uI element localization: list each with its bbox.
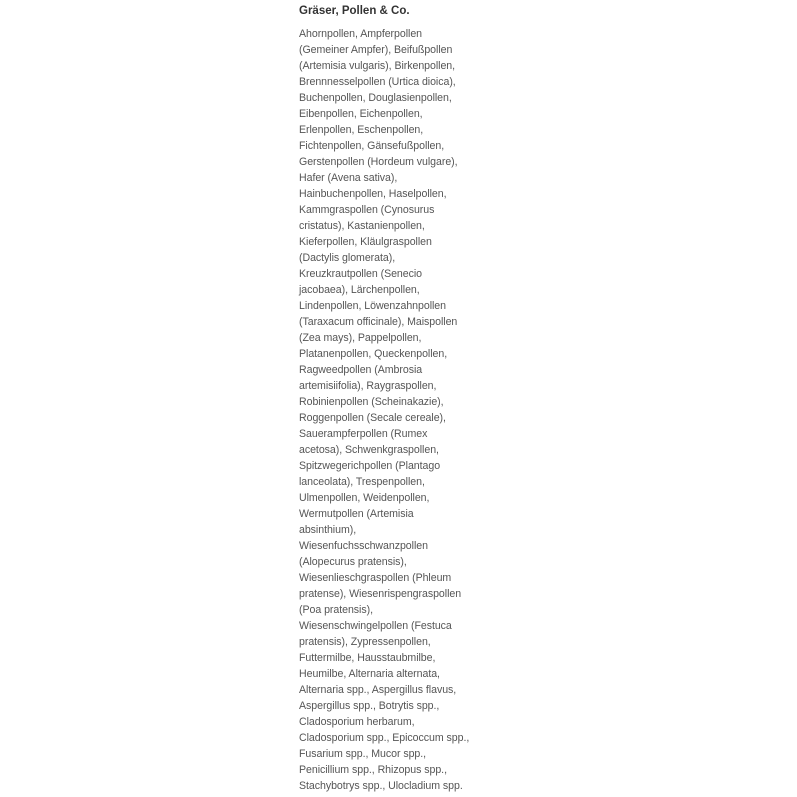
allergen-list-line: Ragweedpollen (Ambrosia (299, 364, 423, 376)
allergen-list-line: Robinienpollen (Scheinakazie), (299, 396, 444, 408)
allergen-list-line: Alternaria spp., Aspergillus flavus, (299, 684, 457, 696)
allergen-list-line: (Gemeiner Ampfer), Beifußpollen (299, 44, 453, 56)
allergen-list-line: lanceolata), Trespenpollen, (299, 476, 425, 488)
allergen-list-line: Kreuzkrautpollen (Senecio (299, 268, 423, 280)
allergen-list-line: Lindenpollen, Löwenzahnpollen (299, 300, 446, 312)
allergen-list-line: Futtermilbe, Hausstaubmilbe, (299, 652, 436, 664)
allergen-list-line: Cladosporium herbarum, (299, 716, 415, 728)
allergen-list-line: Kammgraspollen (Cynosurus (299, 204, 435, 216)
allergen-list-line: Sauerampferpollen (Rumex (299, 428, 428, 440)
allergen-list-line: Fichtenpollen, Gänsefußpollen, (299, 140, 445, 152)
allergen-list-line: acetosa), Schwenkgraspollen, (299, 444, 439, 456)
allergen-list-line: (Taraxacum officinale), Maispollen (299, 316, 458, 328)
allergen-list-line: Ahornpollen, Ampferpollen (299, 28, 423, 40)
allergen-list-line: Roggenpollen (Secale cereale), (299, 412, 446, 424)
allergen-list-line: (Dactylis glomerata), (299, 252, 396, 264)
allergen-list-line: (Zea mays), Pappelpollen, (299, 332, 422, 344)
section-heading: Gräser, Pollen & Co. (299, 5, 410, 17)
allergen-list-line: Erlenpollen, Eschenpollen, (299, 124, 424, 136)
allergen-list-line: Gerstenpollen (Hordeum vulgare), (299, 156, 458, 168)
allergen-list-line: Hainbuchenpollen, Haselpollen, (299, 188, 447, 200)
allergen-list (299, 26, 489, 794)
allergen-list-line: (Poa pratensis), (299, 604, 373, 616)
allergen-list-line: Fusarium spp., Mucor spp., (299, 748, 427, 760)
allergen-list-line: Hafer (Avena sativa), (299, 172, 398, 184)
allergen-list-line: Spitzwegerichpollen (Plantago (299, 460, 441, 472)
allergen-list-line: artemisiifolia), Raygraspollen, (299, 380, 437, 392)
allergen-list-line: jacobaea), Lärchenpollen, (299, 284, 420, 296)
allergen-list-line: Platanenpollen, Queckenpollen, (299, 348, 448, 360)
allergen-list-line: Penicillium spp., Rhizopus spp., (299, 764, 447, 776)
allergen-list-line: absinthium), (299, 524, 357, 536)
allergen-list-line: Wiesenlieschgraspollen (Phleum (299, 572, 452, 584)
allergen-list-line: Stachybotrys spp., Ulocladium spp. (299, 780, 463, 792)
allergen-list-line: (Artemisia vulgaris), Birkenpollen, (299, 60, 456, 72)
allergen-section (299, 3, 489, 794)
allergen-list-line: Cladosporium spp., Epicoccum spp., (299, 732, 470, 744)
allergen-list-line: Wermutpollen (Artemisia (299, 508, 414, 520)
allergen-list-line: Wiesenschwingelpollen (Festuca (299, 620, 452, 632)
allergen-list-line: (Alopecurus pratensis), (299, 556, 407, 568)
allergen-list-line: pratensis), Zypressenpollen, (299, 636, 431, 648)
allergen-list-line: Heumilbe, Alternaria alternata, (299, 668, 440, 680)
allergen-list-line: Buchenpollen, Douglasienpollen, (299, 92, 452, 104)
allergen-list-line: Ulmenpollen, Weidenpollen, (299, 492, 430, 504)
allergen-list-line: Brennnesselpollen (Urtica dioica), (299, 76, 456, 88)
allergen-list-line: pratense), Wiesenrispengraspollen (299, 588, 462, 600)
allergen-list-line: Kieferpollen, Kläulgraspollen (299, 236, 432, 248)
allergen-list-line: Aspergillus spp., Botrytis spp., (299, 700, 440, 712)
allergen-list-line: Eibenpollen, Eichenpollen, (299, 108, 423, 120)
allergen-list-line: cristatus), Kastanienpollen, (299, 220, 425, 232)
allergen-list-line: Wiesenfuchsschwanzpollen (299, 540, 428, 552)
